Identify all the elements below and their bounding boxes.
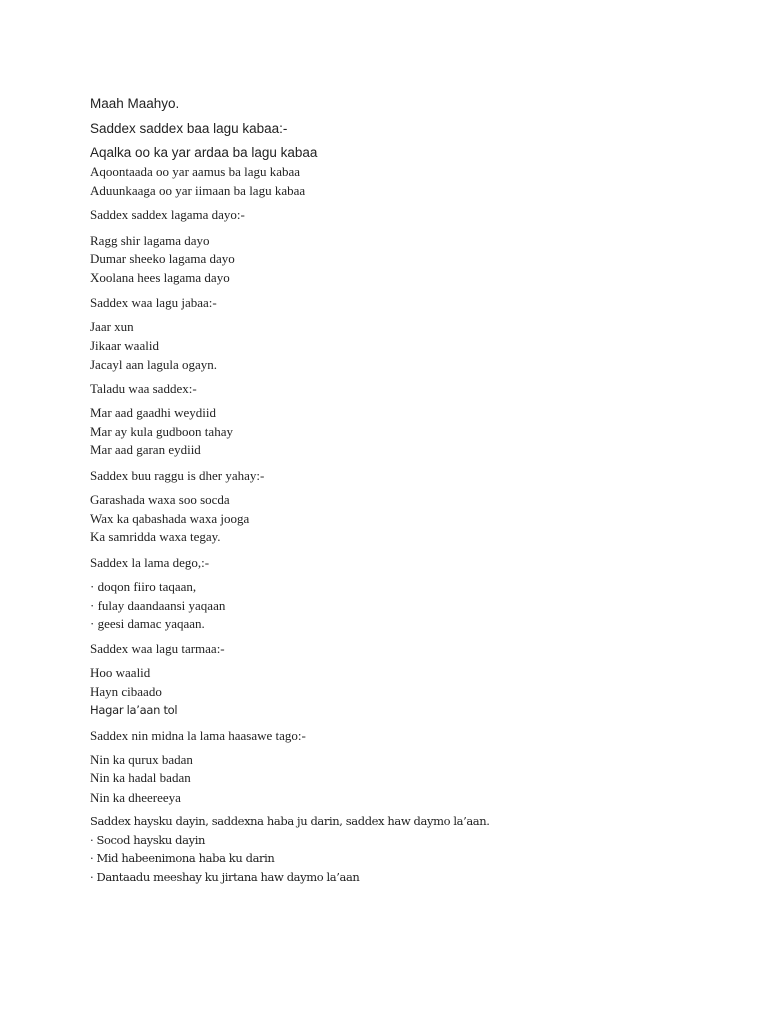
section-heading: Saddex saddex lagama dayo:- — [90, 207, 245, 222]
section-line: Mar aad garan eydiid — [90, 442, 201, 457]
section-line: · geesi damac yaqaan. — [90, 616, 205, 631]
section-line: · Socod haysku dayin — [90, 833, 205, 847]
section-heading: Saddex buu raggu is dher yahay:- — [90, 468, 265, 483]
section-line: Jaar xun — [90, 319, 134, 334]
section-line: · Mid habeenimona haba ku darin — [90, 851, 275, 865]
section-line: Jacayl aan lagula ogayn. — [90, 357, 218, 372]
section-line: Hayn cibaado — [90, 684, 162, 699]
section-line: · Dantaadu meeshay ku jirtana haw daymo la’aan — [90, 870, 360, 884]
section-line: Ragg shir lagama dayo — [90, 233, 210, 248]
document-title: Maah Maahyo. — [90, 96, 180, 111]
section-heading: Saddex waa lagu tarmaa:- — [90, 641, 225, 656]
section-heading: Saddex haysku dayin, saddexna haba ju darin, saddex haw daymo la’aan. — [90, 814, 490, 828]
section-line: Aduunkaaga oo yar iimaan ba lagu kabaa — [90, 183, 306, 198]
section-line: Jikaar waalid — [90, 338, 159, 353]
section-line: Nin ka dheereeya — [90, 790, 181, 805]
section-line: Aqalka oo ka yar ardaa ba lagu kabaa — [90, 145, 318, 160]
section-line: Mar aad gaadhi weydiid — [90, 405, 216, 420]
section-heading: Saddex waa lagu jabaa:- — [90, 295, 217, 310]
section-heading: Saddex la lama dego,:- — [90, 555, 210, 570]
section-line: Garashada waxa soo socda — [90, 492, 230, 507]
section-line: Xoolana hees lagama dayo — [90, 270, 230, 285]
section-line: Hoo waalid — [90, 665, 151, 680]
section-line: Hagar la’aan tol — [90, 703, 178, 717]
section-line: Wax ka qabashada waxa jooga — [90, 511, 250, 526]
section-line: · doqon fiiro taqaan, — [90, 579, 197, 594]
section-line: Mar ay kula gudboon tahay — [90, 424, 233, 439]
section-line: Dumar sheeko lagama dayo — [90, 251, 235, 266]
section-line: Nin ka hadal badan — [90, 770, 191, 785]
section-line: Aqoontaada oo yar aamus ba lagu kabaa — [90, 164, 301, 179]
section-line: · fulay daandaansi yaqaan — [90, 598, 226, 613]
section-heading: Taladu waa saddex:- — [90, 381, 197, 396]
section-line: Ka samridda waxa tegay. — [90, 529, 221, 544]
section-heading: Saddex nin midna la lama haasawe tago:- — [90, 728, 306, 743]
section-line: Nin ka qurux badan — [90, 752, 193, 767]
section-heading: Saddex saddex baa lagu kabaa:- — [90, 121, 288, 136]
